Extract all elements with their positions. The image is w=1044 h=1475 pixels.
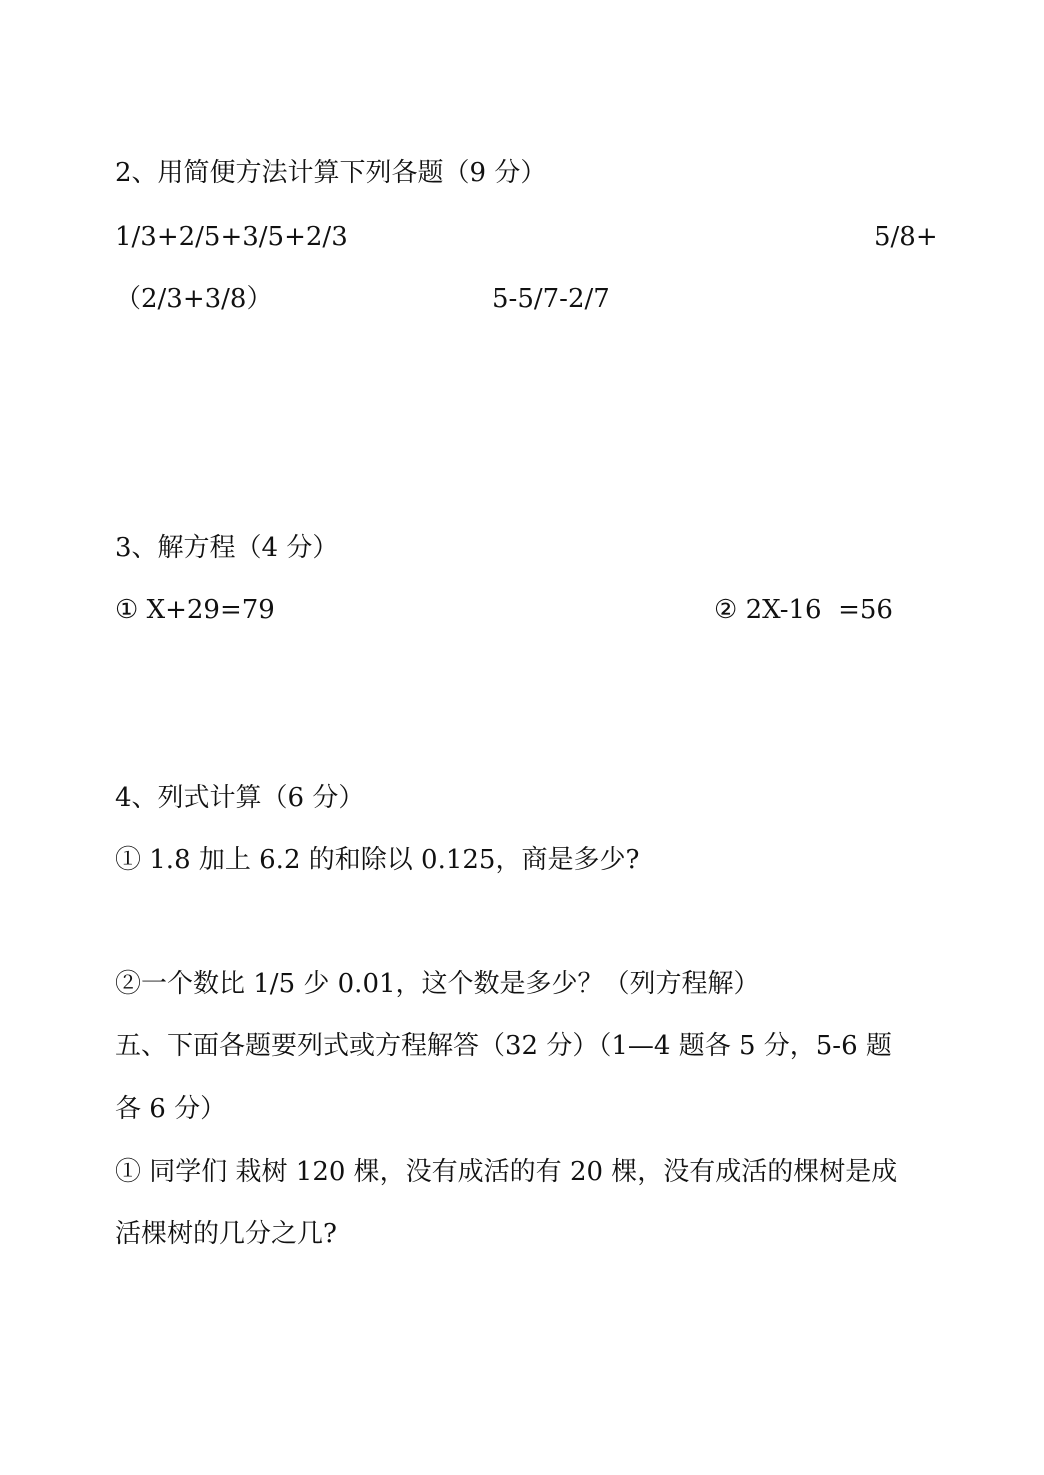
section-5-heading-line-1: 五、下面各题要列式或方程解答（32 分）（1—4 题各 5 分，5-6 题 bbox=[115, 1031, 892, 1061]
section-3-heading: 3、解方程（4 分） bbox=[115, 533, 339, 563]
question-5-1-line-2: 活棵树的几分之几? bbox=[115, 1219, 337, 1249]
section-4-heading: 4、列式计算（6 分） bbox=[115, 783, 365, 813]
equation-1: ① X+29=79 bbox=[115, 595, 275, 625]
expression-3: 5-5/7-2/7 bbox=[492, 284, 610, 314]
expression-2-end: （2/3+3/8） bbox=[115, 284, 273, 314]
equation-2: ② 2X-16 =56 bbox=[714, 595, 893, 625]
expression-1: 1/3+2/5+3/5+2/3 bbox=[115, 222, 348, 252]
section-2-heading: 2、用简便方法计算下列各题（9 分） bbox=[115, 158, 547, 188]
expression-2-start: 5/8+ bbox=[874, 222, 938, 252]
question-4-1: ① 1.8 加上 6.2 的和除以 0.125，商是多少? bbox=[115, 845, 640, 875]
question-4-2: ②一个数比 1/5 少 0.01，这个数是多少？（列方程解） bbox=[115, 969, 760, 999]
question-5-1-line-1: ① 同学们 栽树 120 棵，没有成活的有 20 棵，没有成活的棵树是成 bbox=[115, 1157, 898, 1187]
section-5-heading-line-2: 各 6 分） bbox=[115, 1094, 227, 1124]
